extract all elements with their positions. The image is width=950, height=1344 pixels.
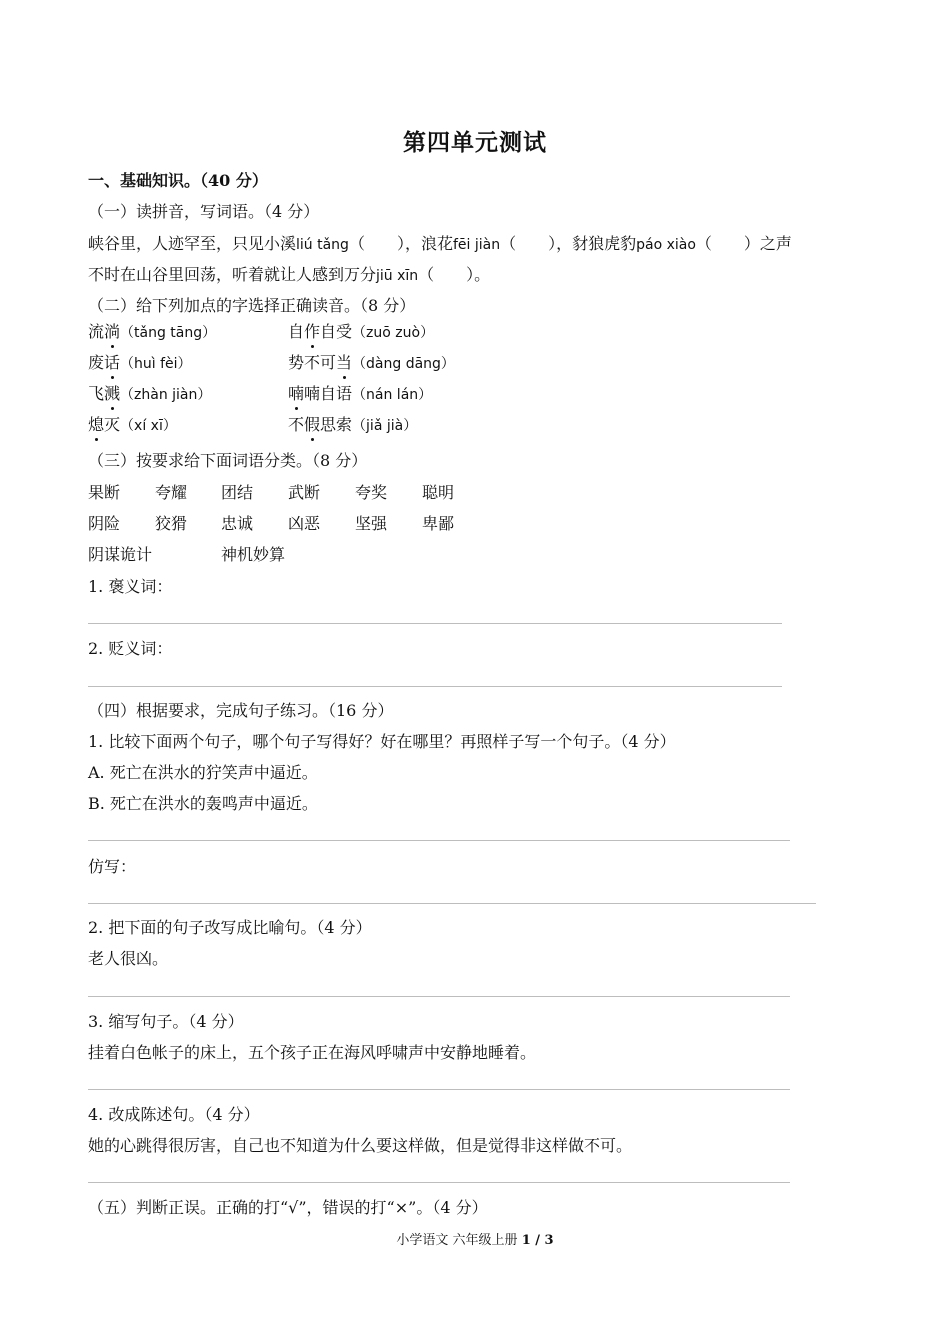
pronunciation-item: 势不可当（dàng dāng） bbox=[288, 353, 455, 372]
answer-line bbox=[88, 1182, 790, 1183]
word-item: 夸奖 bbox=[355, 483, 388, 502]
answer-blank: （ ）之声 bbox=[695, 234, 792, 253]
question-compare: 1. 比较下面两个句子，哪个句子写得好？好在哪里？再照样子写一个句子。（4 分） bbox=[88, 732, 676, 751]
text-segment: 不时在山谷里回荡，听着就让人感到万分 bbox=[88, 265, 377, 284]
question-derogatory: 2. 贬义词： bbox=[88, 639, 173, 658]
answer-blank: （ ），浪花 bbox=[348, 234, 453, 253]
page-number: 1 / 3 bbox=[521, 1233, 554, 1248]
pinyin-jiu-xin: jiū xīn bbox=[376, 268, 419, 284]
word-item: 聪明 bbox=[422, 483, 455, 502]
pronunciation-item: 喃喃自语（nán lán） bbox=[288, 384, 433, 403]
section-4-heading: （四）根据要求，完成句子练习。（16 分） bbox=[88, 701, 394, 720]
word-item: 夸耀 bbox=[155, 483, 188, 502]
pinyin-liu-tang: liú tǎng bbox=[296, 237, 349, 253]
section-3-heading: （三）按要求给下面词语分类。（8 分） bbox=[88, 451, 368, 470]
answer-line bbox=[88, 623, 782, 624]
section-1-line-1 bbox=[88, 233, 792, 256]
answer-blank: （ ）。 bbox=[418, 265, 491, 284]
pronunciation-item: 废话（huì fèi） bbox=[88, 353, 192, 372]
sentence-a: A. 死亡在洪水的狞笑声中逼近。 bbox=[88, 763, 318, 782]
footer-label: 小学语文 六年级上册 bbox=[396, 1233, 518, 1248]
word-item: 忠诚 bbox=[221, 514, 254, 533]
word-item: 阴谋诡计 bbox=[88, 545, 153, 564]
answer-line bbox=[88, 903, 816, 904]
answer-line bbox=[88, 840, 790, 841]
pronunciation-item: 不假思索（jiǎ jià） bbox=[288, 415, 418, 434]
answer-line bbox=[88, 996, 790, 997]
sentence-metaphor: 老人很凶。 bbox=[88, 949, 169, 968]
question-declarative: 4. 改成陈述句。（4 分） bbox=[88, 1105, 260, 1124]
pinyin-pao-xiao: páo xiào bbox=[636, 237, 696, 253]
question-commendatory: 1. 褒义词： bbox=[88, 577, 173, 596]
pronunciation-item: 自作自受（zuō zuò） bbox=[288, 322, 435, 341]
section-1-heading: （一）读拼音，写词语。（4 分） bbox=[88, 202, 320, 221]
sentence-condense: 挂着白色帐子的床上，五个孩子正在海风呼啸声中安静地睡着。 bbox=[88, 1043, 537, 1062]
text-segment: 峡谷里，人迹罕至，只见小溪 bbox=[88, 234, 297, 253]
page-title: 第四单元测试 bbox=[403, 129, 547, 156]
sentence-declarative: 她的心跳得很厉害，自己也不知道为什么要这样做，但是觉得非这样做不可。 bbox=[88, 1136, 633, 1155]
pronunciation-item: 熄灭（xí xī） bbox=[88, 415, 177, 434]
word-item: 神机妙算 bbox=[221, 545, 286, 564]
part-heading-basic-knowledge: 一、基础知识。（40 分） bbox=[88, 171, 268, 190]
question-condense: 3. 缩写句子。（4 分） bbox=[88, 1012, 244, 1031]
word-item: 阴险 bbox=[88, 514, 121, 533]
pinyin-fei-jian: fēi jiàn bbox=[452, 237, 501, 253]
word-item: 果断 bbox=[88, 483, 121, 502]
answer-line bbox=[88, 686, 782, 687]
word-item: 团结 bbox=[221, 483, 254, 502]
pronunciation-item: 流淌（tǎng tāng） bbox=[88, 322, 217, 341]
answer-line bbox=[88, 1089, 790, 1090]
section-5-heading: （五）判断正误。正确的打“√”，错误的打“×”。（4 分） bbox=[88, 1198, 488, 1217]
page-footer bbox=[0, 1229, 950, 1248]
question-metaphor: 2. 把下面的句子改写成比喻句。（4 分） bbox=[88, 918, 372, 937]
section-1-line-2 bbox=[88, 264, 490, 287]
section-2-heading: （二）给下列加点的字选择正确读音。（8 分） bbox=[88, 296, 416, 315]
word-item: 武断 bbox=[288, 483, 321, 502]
word-item: 坚强 bbox=[355, 514, 388, 533]
imitate-label: 仿写： bbox=[88, 857, 137, 876]
word-item: 卑鄙 bbox=[422, 514, 455, 533]
word-item: 凶恶 bbox=[288, 514, 321, 533]
answer-blank: （ ），豺狼虎豹 bbox=[500, 234, 637, 253]
sentence-b: B. 死亡在洪水的轰鸣声中逼近。 bbox=[88, 794, 318, 813]
word-item: 狡猾 bbox=[155, 514, 188, 533]
pronunciation-item: 飞溅（zhàn jiàn） bbox=[88, 384, 212, 403]
